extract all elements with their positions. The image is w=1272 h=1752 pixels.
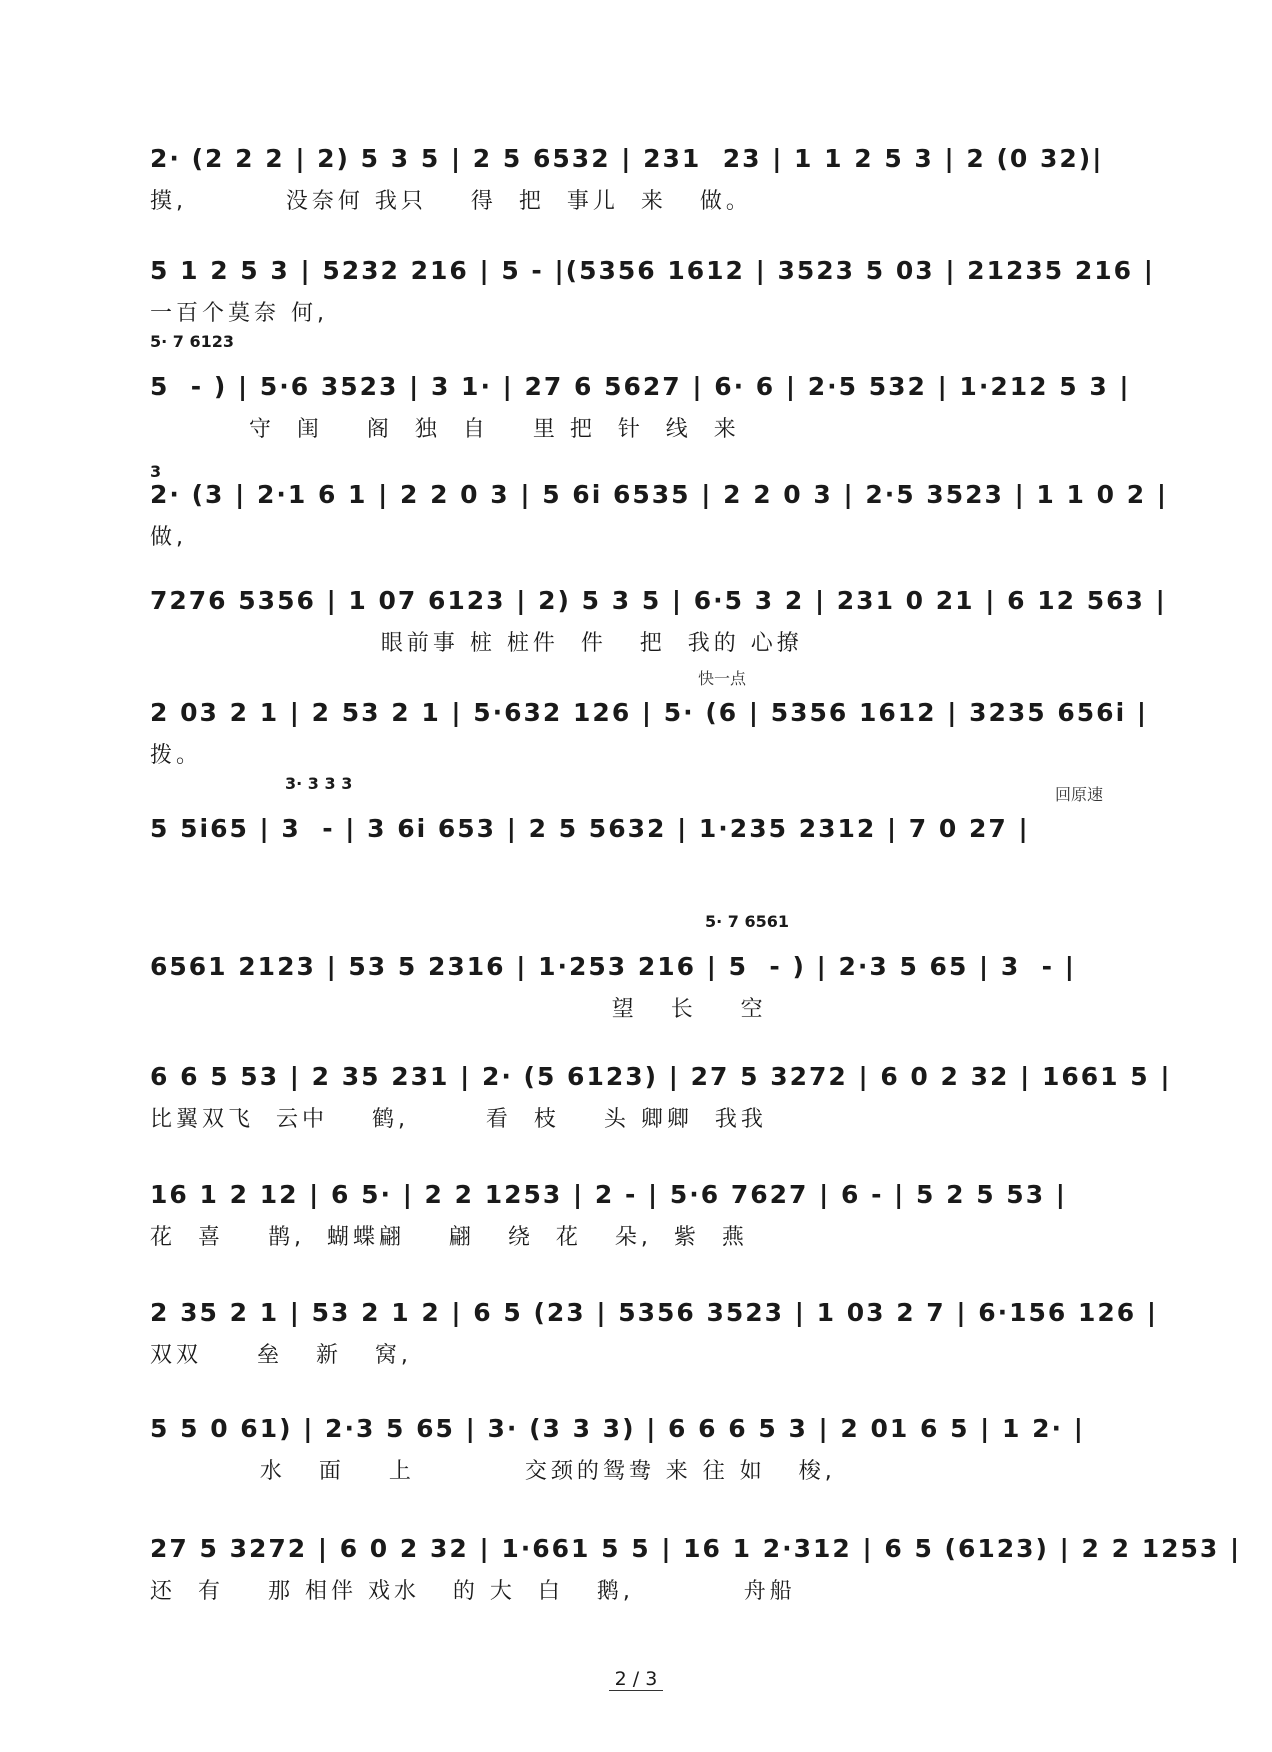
grace-notes: 5· 7 6123 <box>150 332 235 351</box>
page-number: 2 / 3 <box>609 1668 664 1691</box>
notation-line: 2· (3 | 2·1 6 1 | 2 2 0 3 | 5 6i 6535 | 2 2 0 3 | 2·5 3523 | 1 1 0 2 | <box>150 480 1168 509</box>
notation-line: 27 5 3272 | 6 0 2 32 | 1·661 5 5 | 16 1 2·312 | 6 5 (6123) | 2 2 1253 | <box>150 1534 1242 1563</box>
notation-line: 2· (2 2 2 | 2) 5 3 5 | 2 5 6532 | 231 23 | 1 1 2 5 3 | 2 (0 32)| <box>150 144 1104 173</box>
notation-line: 16 1 2 12 | 6 5· | 2 2 1253 | 2 - | 5·6 7627 | 6 - | 5 2 5 53 | <box>150 1180 1067 1209</box>
lyric-line: 做, <box>150 525 187 550</box>
lyric-line: 花 喜 鹊, 蝴蝶翩 翩 绕 花 朵, 紫 燕 <box>150 1225 748 1250</box>
notation-line: 2 03 2 1 | 2 53 2 1 | 5·632 126 | 5· (6 | 5356 1612 | 3235 656i | <box>150 698 1148 727</box>
grace-notes: 3 <box>150 462 162 481</box>
lyric-line: 摸, 没奈何 我只 得 把 事儿 来 做。 <box>150 189 752 214</box>
lyric-line: 一百个莫奈 何, <box>150 301 328 326</box>
grace-notes: 3· 3 3 3 <box>285 774 353 793</box>
lyric-line: 双双 垒 新 窝, <box>150 1343 412 1368</box>
lyric-line: 比翼双飞 云中 鹤, 看 枝 头 卿卿 我我 <box>150 1107 767 1132</box>
notation-line: 5 5 0 61) | 2·3 5 65 | 3· (3 3 3) | 6 6 6 5 3 | 2 01 6 5 | 1 2· | <box>150 1414 1085 1443</box>
notation-line: 6561 2123 | 53 5 2316 | 1·253 216 | 5 - ) | 2·3 5 65 | 3 - | <box>150 952 1076 981</box>
lyric-line <box>150 856 1130 888</box>
notation-line: 2 35 2 1 | 53 2 1 2 | 6 5 (23 | 5356 3523 | 1 03 2 7 | 6·156 126 | <box>150 1298 1159 1327</box>
lyric-line: 望 长 空 <box>150 997 767 1022</box>
lyric-line: 还 有 那 相伴 戏水 的 大 白 鹅, 舟船 <box>150 1579 796 1604</box>
notation-line: 7276 5356 | 1 07 6123 | 2) 5 3 5 | 6·5 3 2 | 231 0 21 | 6 12 563 | <box>150 586 1167 615</box>
lyric-line: 水 面 上 交颈的鸳鸯 来 往 如 梭, <box>150 1459 836 1484</box>
lyric-line: 拨。 <box>150 743 203 768</box>
tempo-marking: 快一点 <box>698 669 747 688</box>
tempo-marking: 回原速 <box>1055 785 1104 804</box>
grace-notes: 5· 7 6561 <box>705 912 790 931</box>
page-footer <box>0 1668 1272 1690</box>
notation-line: 5 1 2 5 3 | 5232 216 | 5 - |(5356 1612 | 3523 5 03 | 21235 216 | <box>150 256 1155 285</box>
lyric-line: 守 闺 阁 独 自 里 把 针 线 来 <box>150 417 740 442</box>
notation-line: 5 5i65 | 3 - | 3 6i 653 | 2 5 5632 | 1·235 2312 | 7 0 27 | <box>150 814 1030 843</box>
lyric-line: 眼前事 桩 桩件 件 把 我的 心撩 <box>150 631 803 656</box>
notation-line: 5 - ) | 5·6 3523 | 3 1· | 27 6 5627 | 6· 6 | 2·5 532 | 1·212 5 3 | <box>150 372 1131 401</box>
notation-line: 6 6 5 53 | 2 35 231 | 2· (5 6123) | 27 5 3272 | 6 0 2 32 | 1661 5 | <box>150 1062 1172 1091</box>
